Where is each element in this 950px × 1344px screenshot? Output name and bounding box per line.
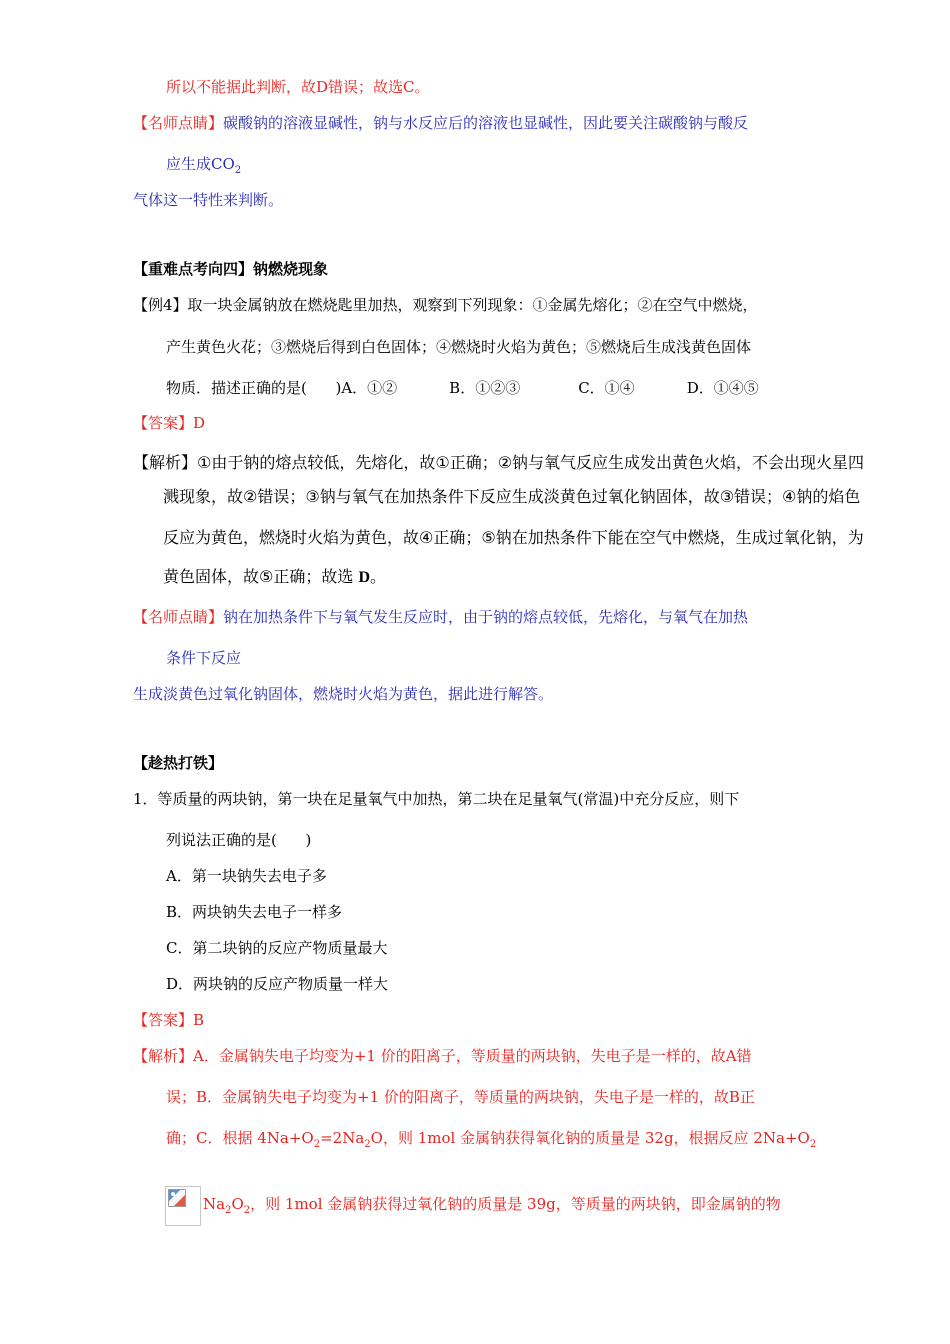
analysis-line3: 反应为黄色，燃烧时火焰为黄色，故④正确；⑤钠在加热条件下能在空气中燃烧，生成过氧化钠，为	[163, 528, 864, 547]
analysis-line4	[163, 564, 386, 591]
example-line1: 【例4】取一块金属钠放在燃烧匙里加热，观察到下列现象：①金属先熔化；②在空气中燃烧，	[133, 296, 758, 314]
analysis-text: 确；C．根据 4Na+O	[166, 1129, 314, 1147]
option-a: A．①②	[341, 379, 398, 397]
analysis-text: Na	[203, 1195, 226, 1213]
tip-text: 钠在加热条件下与氧气发生反应时，由于钠的熔点较低，先熔化，与氧气在加热	[223, 608, 749, 626]
analysis-text: O	[231, 1195, 244, 1213]
tip-text: 应生成CO	[166, 155, 235, 173]
tip-text: 碳酸钠的溶液显碱性，钠与水反应后的溶液也显碱性，因此要关注碳酸钠与酸反	[223, 114, 749, 132]
analysis-line1: 【解析】①由于钠的熔点较低，先熔化，故①正确；②钠与氧气反应生成发出黄色火焰，不会出现火星四	[133, 453, 865, 472]
analysis-text: =2Na	[320, 1129, 365, 1147]
practice-heading: 【趁热打铁】	[133, 754, 224, 772]
analysis-text: 黄色固体，故⑤正确；故选	[163, 567, 359, 586]
prev-tip-line3: 气体这一特性来判断。	[133, 191, 284, 209]
section-heading: 【重难点考向四】钠燃烧现象	[133, 260, 329, 278]
analysis-line2: 误；B．金属钠失电子均变为+1 价的阳离子，等质量的两块钠，失电子是一样的，故B正	[166, 1088, 755, 1106]
option-d: D．①④⑤	[686, 379, 759, 397]
broken-image-icon	[165, 1186, 201, 1226]
answer: 【答案】D	[133, 414, 206, 432]
question1-line1: 1．等质量的两块钠，第一块在足量氧气中加热，第二块在足量氧气(常温)中充分反应，则下	[133, 790, 740, 808]
tip-line2: 条件下反应	[166, 649, 242, 667]
subscript: 2	[364, 1139, 371, 1150]
analysis-line3	[166, 1127, 816, 1149]
option-a: A．第一块钠失去电子多	[166, 867, 327, 885]
tip-tag: 【名师点睛】	[133, 608, 224, 626]
question-stem: 物质．描述正确的是( )	[166, 379, 342, 397]
analysis-text: O，则 1mol 金属钠获得氧化钠的质量是 32g，根据反应 2Na+O	[370, 1129, 810, 1147]
option-c: C．①④	[578, 379, 635, 397]
subscript: 2	[234, 165, 242, 176]
answer-letter: D	[358, 569, 370, 586]
analysis-text: ，则 1mol 金属钠获得过氧化钠的质量是 39g，等质量的两块钠，即金属钠的物	[250, 1195, 781, 1213]
tip-line1	[133, 606, 748, 628]
subscript: 2	[243, 1205, 251, 1216]
subscript: 2	[225, 1205, 232, 1216]
answer: 【答案】B	[133, 1011, 205, 1029]
prev-tip-line2	[166, 153, 241, 175]
subscript: 2	[809, 1139, 817, 1150]
prev-tip-line1	[133, 112, 748, 134]
analysis-line2: 溅现象，故②错误；③钠与氧气在加热条件下反应生成淡黄色过氧化钠固体，故③错误；④钠的焰色	[163, 487, 861, 506]
option-d: D．两块钠的反应产物质量一样大	[166, 975, 389, 993]
question1-line2: 列说法正确的是( )	[166, 831, 312, 849]
option-b: B．①②③	[449, 379, 521, 397]
analysis-text: 。	[370, 567, 387, 586]
option-c: C．第二块钠的反应产物质量最大	[166, 939, 388, 957]
example-line3	[166, 377, 759, 399]
example-line2: 产生黄色火花；③燃烧后得到白色固体；④燃烧时火焰为黄色；⑤燃烧后生成浅黄色固体	[166, 338, 752, 356]
analysis-line4	[203, 1193, 781, 1215]
subscript: 2	[313, 1139, 321, 1150]
option-b: B．两块钠失去电子一样多	[166, 903, 343, 921]
analysis-line1: 【解析】A．金属钠失电子均变为+1 价的阳离子，等质量的两块钠，失电子是一样的，故A错	[133, 1047, 752, 1065]
tip-tag: 【名师点睛】	[133, 114, 224, 132]
prev-conclusion: 所以不能据此判断，故D错误；故选C。	[166, 78, 430, 96]
tip-line3: 生成淡黄色过氧化钠固体，燃烧时火焰为黄色，据此进行解答。	[133, 685, 554, 703]
broken-image-icon	[168, 1189, 186, 1207]
